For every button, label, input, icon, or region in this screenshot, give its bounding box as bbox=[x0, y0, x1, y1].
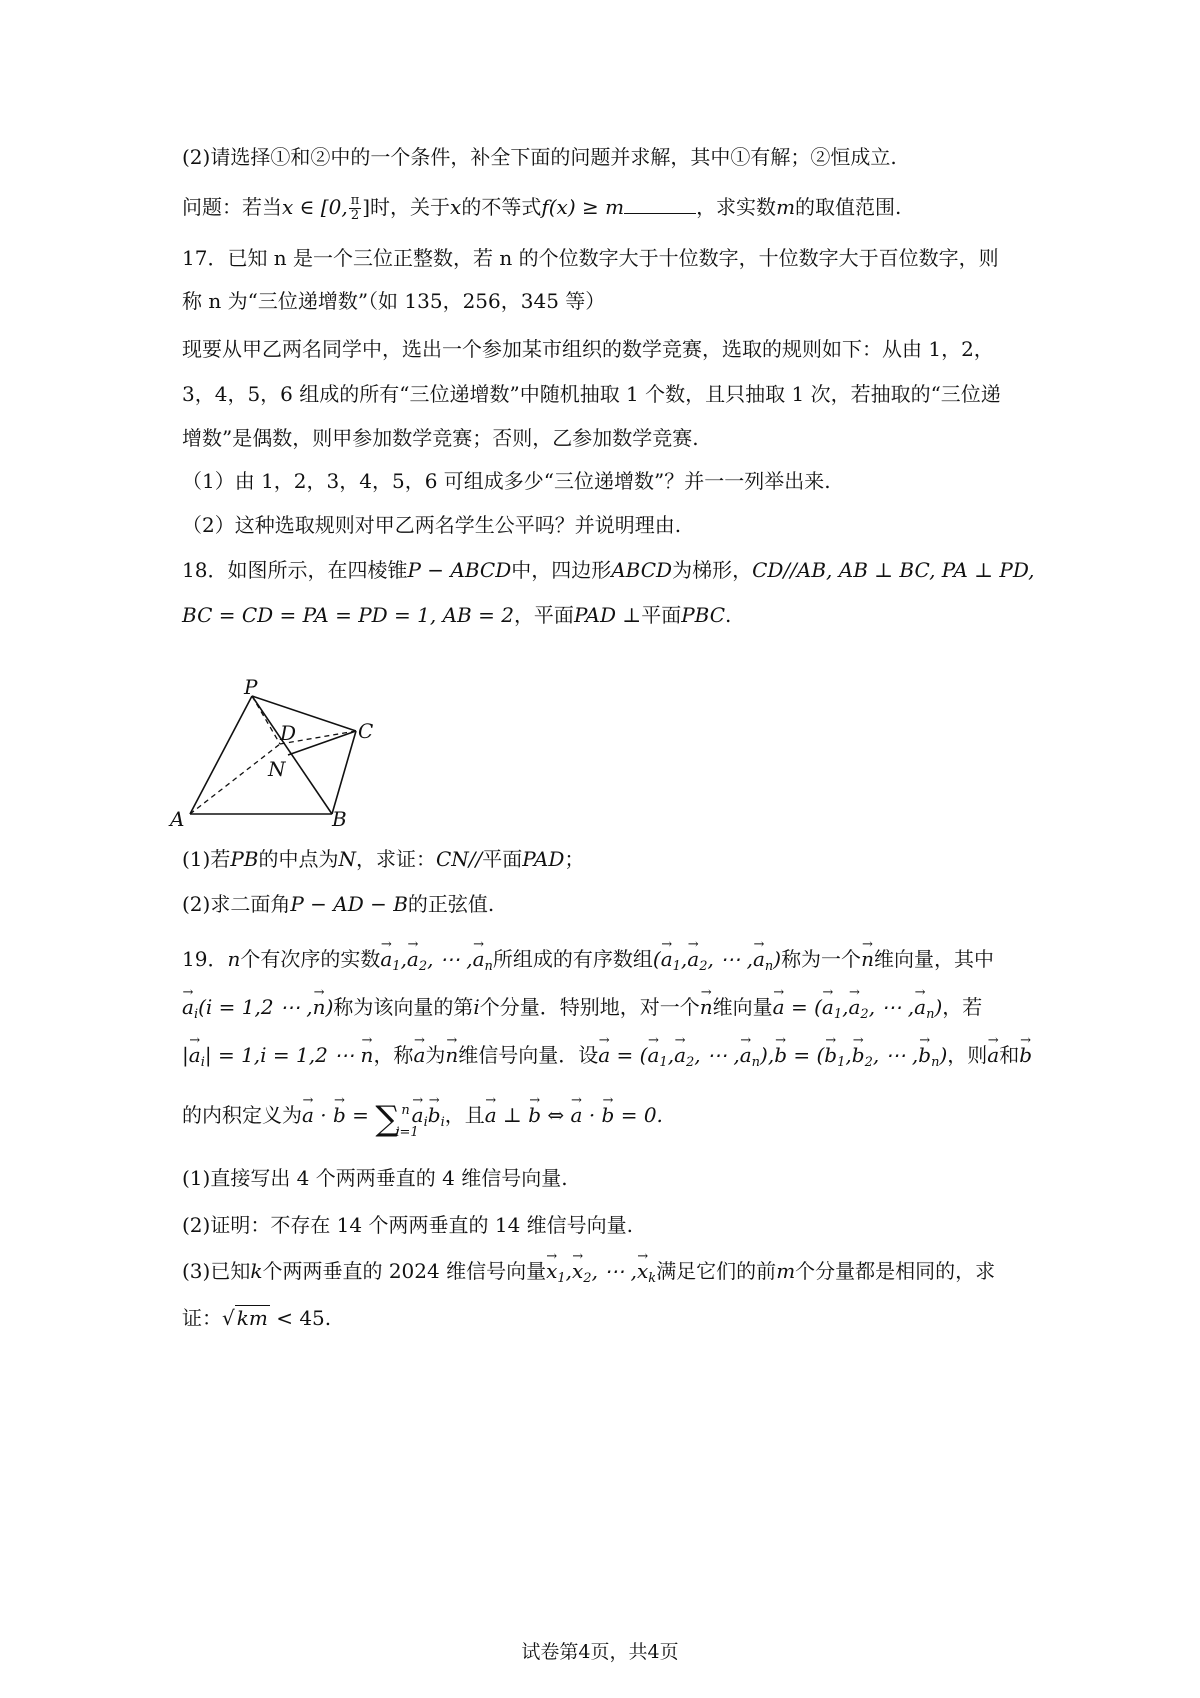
label-C: C bbox=[358, 719, 374, 743]
label-N: N bbox=[268, 757, 286, 781]
q19-text: 为 bbox=[425, 1043, 446, 1067]
q19-math-components: → $a_1,\to a_2$, ⋯ ,→ $a_n$ bbox=[380, 947, 493, 971]
q18-line1 bbox=[182, 556, 1035, 584]
q19-text: 的内积定义为 bbox=[182, 1103, 302, 1127]
q18-text: ； bbox=[564, 847, 585, 871]
sqrt-km: √ km bbox=[222, 1306, 268, 1330]
fraction-numerator: π bbox=[350, 193, 360, 208]
q19-text: 证： bbox=[182, 1306, 222, 1330]
q18-text: ，求证： bbox=[356, 847, 436, 871]
q19-math: → a bbox=[413, 1043, 425, 1067]
q18-text: 的正弦值. bbox=[407, 892, 495, 916]
q17-line5: 增数”是偶数，则甲参加数学竞赛；否则，乙参加数学竞赛. bbox=[182, 426, 699, 450]
q16-text: 的取值范围. bbox=[795, 195, 902, 219]
edge-PA bbox=[190, 696, 252, 814]
q19-text: 19． bbox=[182, 947, 228, 971]
q19-part1: (1)直接写出 4 个两两垂直的 4 维信号向量. bbox=[182, 1166, 568, 1190]
q18-math: N bbox=[338, 847, 356, 871]
page-footer: 试卷第4页，共4页 bbox=[521, 1641, 679, 1663]
label-A: A bbox=[170, 807, 185, 831]
q19-math-n: → n bbox=[700, 995, 713, 1019]
edge-BC bbox=[332, 731, 356, 814]
q18-math: CN// bbox=[436, 847, 483, 871]
q19-text: 个分量．特别地，对一个 bbox=[479, 995, 700, 1019]
q19-math: m bbox=[776, 1259, 796, 1283]
label-D: D bbox=[280, 721, 297, 745]
q19-text: ，称 bbox=[373, 1043, 414, 1067]
q18-text: . bbox=[725, 603, 732, 627]
segment-CN bbox=[288, 731, 356, 755]
q16-part2-intro: (2)请选择①和②中的一个条件，补全下面的问题并求解，其中①有解；②恒成立. bbox=[182, 145, 897, 169]
q19-line3 bbox=[182, 1041, 1032, 1077]
q17-part1: （1）由 1，2，3，4，5，6 可组成多少“三位递增数”？并一一列举出来. bbox=[182, 469, 831, 493]
q19-part3-line2 bbox=[182, 1304, 331, 1332]
q19-line2 bbox=[182, 993, 982, 1029]
q19-text: < 45. bbox=[269, 1306, 332, 1330]
q17-line2: 称 n 为“三位递增数”（如 135，256，345 等） bbox=[182, 289, 606, 313]
q19-math-norm: |→ $a_i| = 1,i = 1,2$ ⋯ → n bbox=[182, 1043, 373, 1067]
q19-math-orthogonal: → a ⊥ → b ⇔ → a · → b = 0. bbox=[485, 1103, 663, 1127]
q18-math: P − AD − B bbox=[290, 892, 408, 916]
q18-part2 bbox=[182, 890, 494, 918]
q18-line2 bbox=[182, 601, 731, 629]
q17-part2: （2）这种选取规则对甲乙两名学生公平吗？并说明理由. bbox=[182, 513, 682, 537]
q19-text: ，则 bbox=[947, 1043, 988, 1067]
q18-text: ⊥平面 bbox=[616, 603, 682, 627]
q16-problem bbox=[182, 193, 901, 223]
q18-text: ，平面 bbox=[513, 603, 574, 627]
q19-text: 维向量，其中 bbox=[873, 947, 994, 971]
q18-math: PB bbox=[230, 847, 259, 871]
q19-text: 个有次序的实数 bbox=[240, 947, 381, 971]
q18-text: 的中点为 bbox=[258, 847, 339, 871]
q19-text: 维向量 bbox=[712, 995, 773, 1019]
q18-text: 为梯形， bbox=[672, 558, 753, 582]
q19-math: i bbox=[473, 995, 480, 1019]
q19-part3-line1 bbox=[182, 1257, 995, 1293]
q18-math: PBC bbox=[681, 603, 726, 627]
q19-text: 所组成的有序数组 bbox=[492, 947, 653, 971]
q16-text: ，求实数 bbox=[696, 195, 777, 219]
q19-math-ab-def: → a = (→ $a_1,\to a_2$, ⋯ ,→ $a_n),\to b$ = (→ $b_1,\to b_2$, ⋯ ,→ $b_n$) bbox=[598, 1043, 947, 1067]
q16-math-interval: x ∈ [0, bbox=[282, 195, 348, 219]
q18-math: PAD bbox=[522, 847, 565, 871]
q18-part1 bbox=[182, 845, 584, 873]
q16-math-m: m bbox=[776, 195, 796, 219]
edge-PB bbox=[252, 696, 332, 814]
q18-text: 18．如图所示，在四棱锥 bbox=[182, 558, 408, 582]
q19-math-ai: → $a_i(i = 1,2$ ⋯ ,→ n) bbox=[182, 995, 333, 1019]
q16-text: 问题：若当 bbox=[182, 195, 282, 219]
q19-text: (3)已知 bbox=[182, 1259, 251, 1283]
summation-sign: ∑ n i=1 bbox=[375, 1099, 419, 1140]
q18-math: PAD bbox=[573, 603, 617, 627]
q19-math: → n bbox=[445, 1043, 458, 1067]
q19-text: 和 bbox=[999, 1043, 1020, 1067]
q19-math-inner-product: → a · → b = ∑ n i=1 → $a_i\to b_i$ bbox=[302, 1103, 445, 1127]
q19-text: ，若 bbox=[942, 995, 983, 1019]
q19-line4 bbox=[182, 1099, 663, 1140]
q17-line1: 17．已知 n 是一个三位正整数，若 n 的个位数字大于十位数字，十位数字大于百位数字，则 bbox=[182, 246, 999, 270]
q18-math: ABCD bbox=[611, 558, 673, 582]
q16-text: 的不等式 bbox=[461, 195, 542, 219]
q19-math-vector-a: → a = (→ $a_1,\to a_2$, ⋯ ,→ $a_n$) bbox=[773, 995, 943, 1019]
q19-math-tuple: (→ $a_1,\to a_2$, ⋯ ,→ $a_n$) bbox=[653, 947, 781, 971]
q19-text: 个分量都是相同的，求 bbox=[795, 1259, 996, 1283]
q19-text: 称为一个 bbox=[781, 947, 862, 971]
q16-math-x: x bbox=[450, 195, 462, 219]
label-B: B bbox=[332, 807, 347, 831]
q17-line3: 现要从甲乙两名同学中，选出一个参加某市组织的数学竞赛，选取的规则如下：从由 1，2， bbox=[182, 337, 994, 361]
pi-over-2-fraction bbox=[349, 194, 362, 223]
q16-math-inequality: f(x) ≥ m bbox=[541, 195, 625, 219]
pyramid-figure bbox=[170, 675, 420, 836]
q19-part2: (2)证明：不存在 14 个两两垂直的 14 维信号向量. bbox=[182, 1213, 634, 1237]
answer-blank bbox=[624, 195, 696, 214]
q16-text: ]时，关于 bbox=[362, 195, 451, 219]
q19-text: ，且 bbox=[444, 1103, 485, 1127]
q18-text: (1)若 bbox=[182, 847, 231, 871]
edge-PC bbox=[252, 696, 356, 731]
q19-text: 维信号向量．设 bbox=[458, 1043, 599, 1067]
label-P: P bbox=[244, 675, 258, 699]
q19-math-x-vectors: → $x_1,\to x_2$, ⋯ ,→ $x_k$ bbox=[546, 1259, 656, 1283]
q18-math: CD//AB, AB ⊥ BC, PA ⊥ PD, bbox=[752, 558, 1035, 582]
q17-line4: 3，4，5，6 组成的所有“三位递增数”中随机抽取 1 个数，且只抽取 1 次，若抽取的“三位递 bbox=[182, 382, 1001, 406]
q18-text: 平面 bbox=[482, 847, 523, 871]
edge-AD-hidden bbox=[190, 744, 280, 814]
q19-math: → a bbox=[987, 1043, 999, 1067]
q18-math: BC = CD = PA = PD = 1, AB = 2 bbox=[182, 603, 514, 627]
q19-text: 满足它们的前 bbox=[656, 1259, 777, 1283]
q19-line1 bbox=[182, 945, 994, 981]
q19-math: n bbox=[227, 947, 241, 971]
q19-math-n: → n bbox=[861, 947, 874, 971]
q19-text: 称为该向量的第 bbox=[333, 995, 474, 1019]
q19-math: k bbox=[250, 1259, 263, 1283]
q18-math: P − ABCD bbox=[407, 558, 512, 582]
q18-text: (2)求二面角 bbox=[182, 892, 291, 916]
q19-math: → b bbox=[1019, 1043, 1032, 1067]
q19-text: 个两两垂直的 2024 维信号向量 bbox=[262, 1259, 547, 1283]
q18-text: 中，四边形 bbox=[511, 558, 612, 582]
fraction-denominator: 2 bbox=[350, 208, 360, 223]
